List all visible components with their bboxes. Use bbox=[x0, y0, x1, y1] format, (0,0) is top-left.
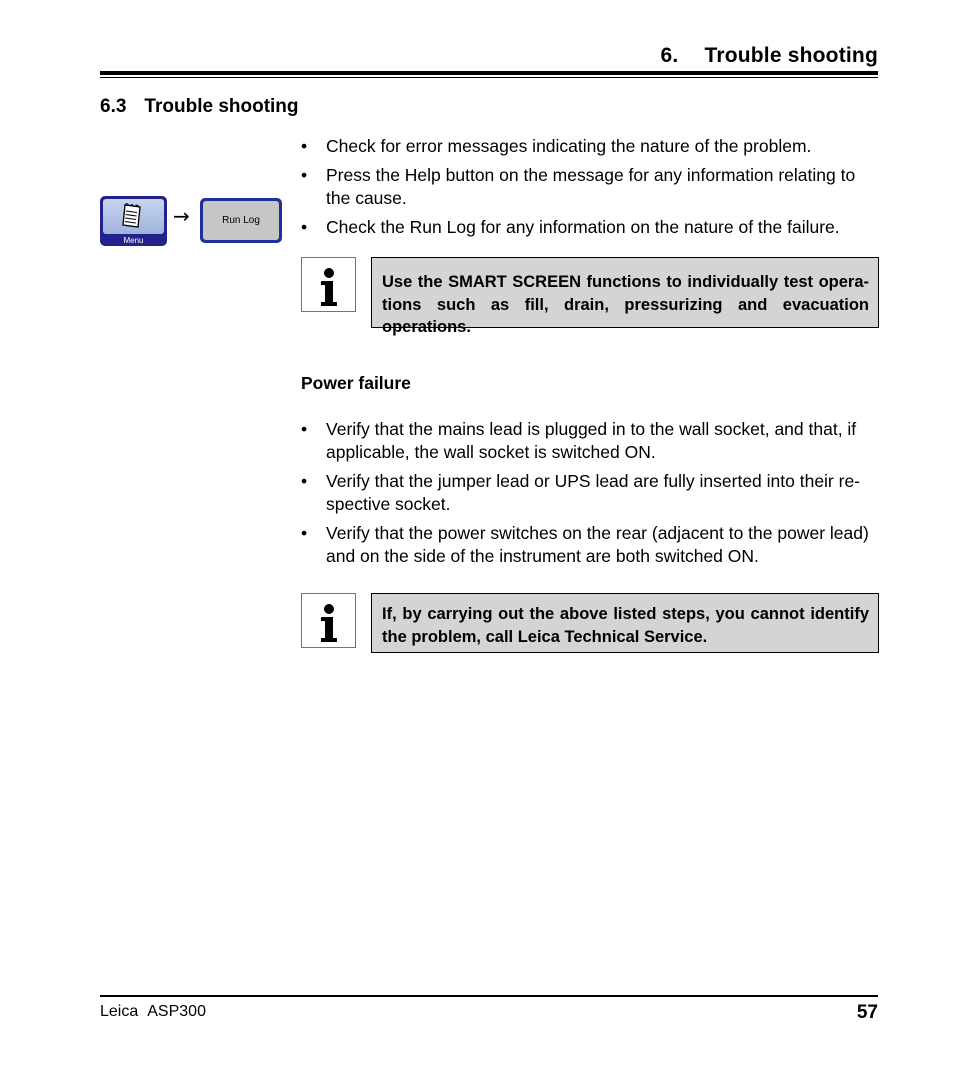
footer-brand: Leica bbox=[100, 1003, 139, 1020]
header-rule-thick bbox=[100, 71, 878, 75]
bullet-item: • Verify that the mains lead is plugged in to the wall socket, and that, if applicable, the wall socket is switched ON. bbox=[301, 418, 879, 464]
footer-model: ASP300 bbox=[147, 1003, 206, 1020]
section-title: Trouble shooting bbox=[144, 96, 299, 117]
footer-rule bbox=[100, 995, 878, 997]
notepad-icon bbox=[120, 202, 146, 230]
section-heading bbox=[100, 96, 299, 118]
bullet-item: • Check the Run Log for any information on the nature of the failure. bbox=[301, 216, 879, 239]
info-icon bbox=[301, 257, 356, 312]
bullet-item: • Verify that the power switches on the rear (adjacent to the power lead) and on the side of the instrument are both switched ON. bbox=[301, 522, 879, 568]
chapter-heading bbox=[661, 44, 878, 68]
menu-button-label: Menu bbox=[123, 236, 144, 245]
bullet-item: • Press the Help button on the message for any information relating to the cause. bbox=[301, 164, 879, 210]
section-number: 6.3 bbox=[100, 96, 127, 117]
header-rule-thin bbox=[100, 77, 878, 78]
page-number: 57 bbox=[856, 1002, 878, 1023]
bullet-item: • Check for error messages indicating the nature of the problem. bbox=[301, 135, 879, 158]
power-failure-heading: Power failure bbox=[301, 373, 411, 393]
power-failure-bullets bbox=[301, 418, 879, 574]
bullet-item: • Verify that the jumper lead or UPS lead are fully inserted into their re-spective socket. bbox=[301, 470, 879, 516]
info-icon bbox=[301, 593, 356, 648]
run-log-button-label: Run Log bbox=[203, 201, 279, 240]
footer-brand-line bbox=[100, 1003, 206, 1021]
run-log-button[interactable] bbox=[200, 198, 282, 243]
note-box: If, by carrying out the above listed steps, you cannot identify the problem, call Leica Technical Service. bbox=[371, 593, 879, 653]
troubleshooting-bullets bbox=[301, 135, 879, 245]
arrow-glyph: → bbox=[173, 204, 190, 228]
chapter-number: 6. bbox=[660, 44, 679, 67]
chapter-title: Trouble shooting bbox=[704, 44, 878, 67]
note-box: Use the SMART SCREEN functions to individually test opera-tions such as fill, drain, pressurizing and evacuation operations. bbox=[371, 257, 879, 328]
menu-button[interactable] bbox=[100, 196, 167, 246]
